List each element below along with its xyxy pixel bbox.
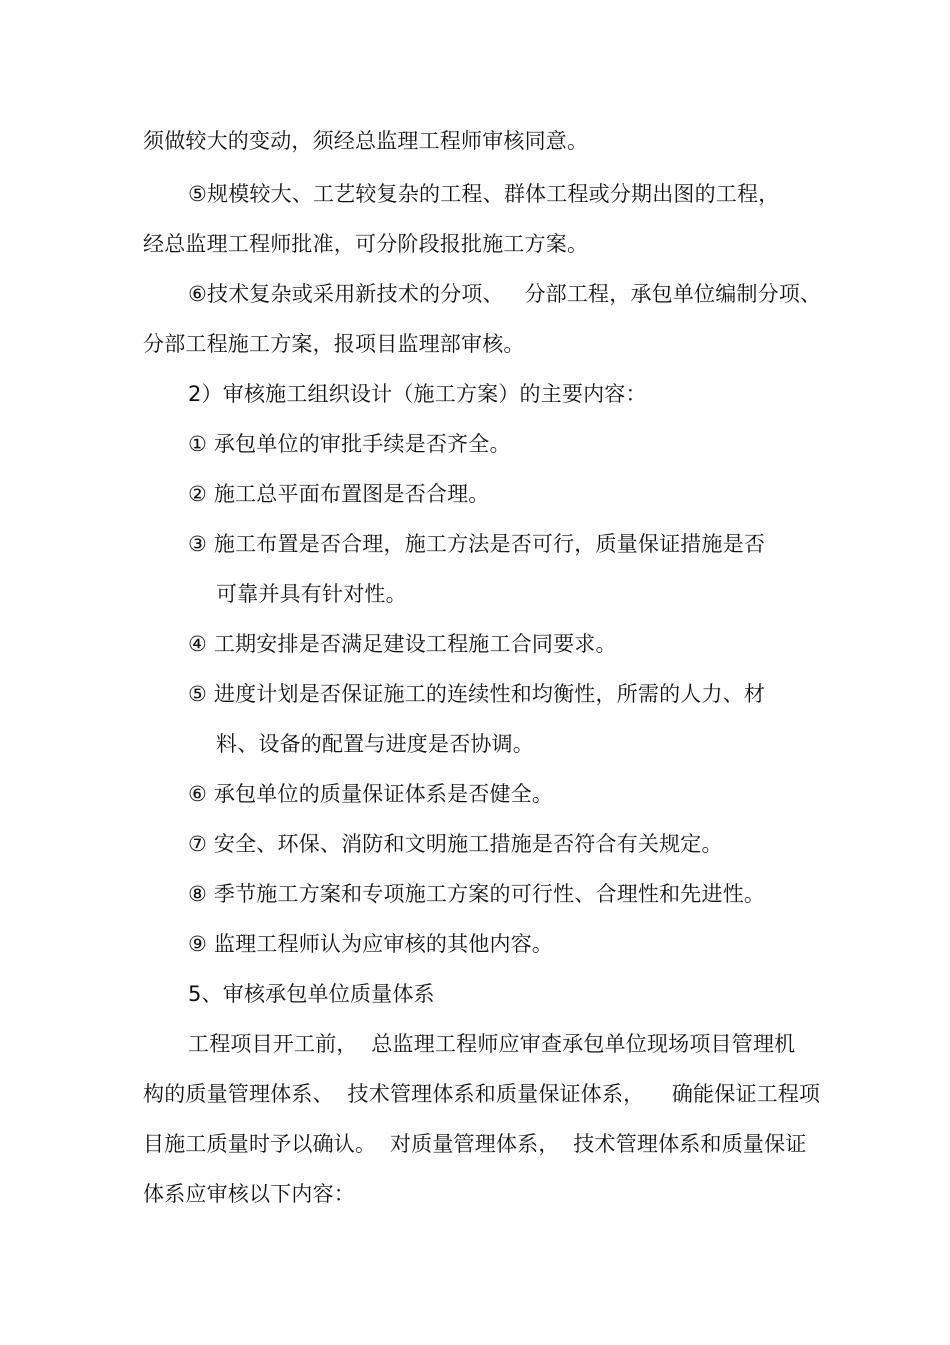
paragraph-line: 体系应审核以下内容：: [143, 1182, 355, 1206]
list-item: ⑨ 监理工程师认为应审核的其他内容。: [188, 932, 554, 956]
list-item: ⑧ 季节施工方案和专项施工方案的可行性、合理性和先进性。: [188, 882, 766, 906]
list-item: ⑤ 进度计划是否保证施工的连续性和均衡性，所需的人力、材: [188, 682, 766, 706]
paragraph-line: 构的质量管理体系、 技术管理体系和质量保证体系， 确能保证工程项: [143, 1082, 821, 1106]
paragraph-line: ⑤规模较大、工艺较复杂的工程、群体工程或分期出图的工程，: [188, 182, 780, 206]
list-item: ⑦ 安全、环保、消防和文明施工措施是否符合有关规定。: [188, 832, 723, 856]
list-item-continuation: 可靠并具有针对性。: [216, 582, 407, 606]
list-item: ① 承包单位的审批手续是否齐全。: [188, 432, 511, 456]
section-heading: 2）审核施工组织设计（施工方案）的主要内容：: [188, 382, 647, 406]
paragraph-line: 须做较大的变动，须经总监理工程师审核同意。: [143, 129, 589, 153]
list-item-continuation: 料、设备的配置与进度是否协调。: [216, 732, 534, 756]
paragraph-line: 目施工质量时予以确认。 对质量管理体系， 技术管理体系和质量保证: [143, 1132, 807, 1156]
list-item: ⑥ 承包单位的质量保证体系是否健全。: [188, 782, 554, 806]
paragraph-line: 分部工程施工方案，报项目监理部审核。: [143, 332, 525, 356]
section-heading: 5、审核承包单位质量体系: [188, 982, 435, 1006]
paragraph-line: 经总监理工程师批准，可分阶段报批施工方案。: [143, 232, 589, 256]
list-item: ② 施工总平面布置图是否合理。: [188, 482, 490, 506]
paragraph-line: 工程项目开工前， 总监理工程师应审查承包单位现场项目管理机: [188, 1032, 796, 1056]
paragraph-line: ⑥技术复杂或采用新技术的分项、 分部工程，承包单位编制分项、: [188, 282, 822, 306]
list-item: ④ 工期安排是否满足建设工程施工合同要求。: [188, 632, 617, 656]
list-item: ③ 施工布置是否合理，施工方法是否可行，质量保证措施是否: [188, 532, 766, 556]
